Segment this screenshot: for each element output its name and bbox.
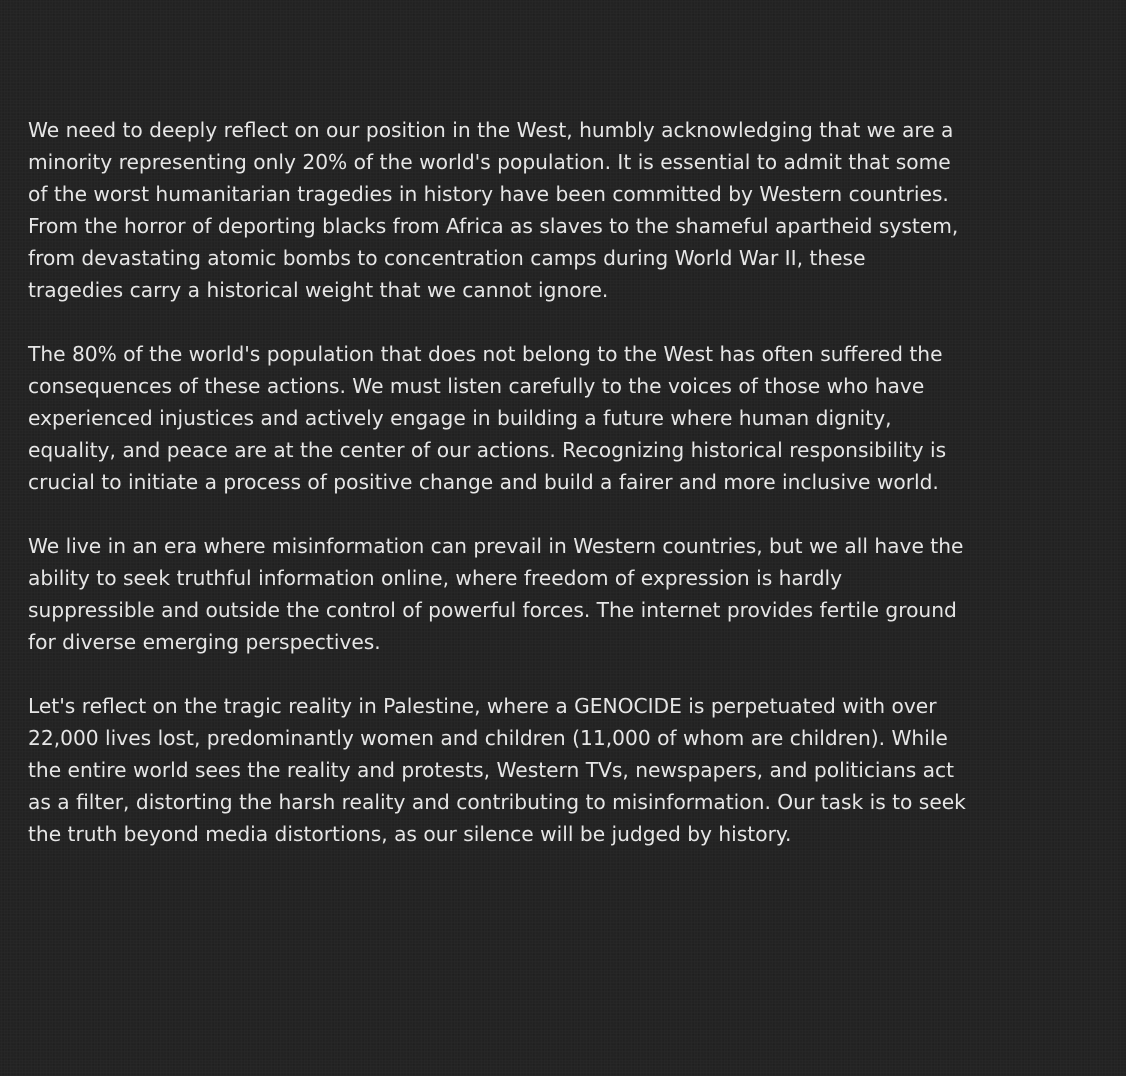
text-line: We live in an era where misinformation can prevail in Western countries, but we all have the: [28, 534, 964, 558]
paragraph-misinformation: [28, 530, 1108, 658]
text-line: as a filter, distorting the harsh reality and contributing to misinformation. Our task is to seek: [28, 790, 966, 814]
text-line: for diverse emerging perspectives.: [28, 630, 381, 654]
text-line: 22,000 lives lost, predominantly women and children (11,000 of whom are children). While: [28, 726, 948, 750]
text-line: of the worst humanitarian tragedies in history have been committed by Western countries.: [28, 182, 949, 206]
paragraph-west-position: [28, 114, 1108, 306]
paragraph-world-population: [28, 338, 1108, 498]
text-line: crucial to initiate a process of positive change and build a fairer and more inclusive world.: [28, 470, 939, 494]
text-line: from devastating atomic bombs to concentration camps during World War II, these: [28, 246, 866, 270]
text-line: equality, and peace are at the center of our actions. Recognizing historical responsibility is: [28, 438, 947, 462]
text-line: consequences of these actions. We must listen carefully to the voices of those who have: [28, 374, 925, 398]
text-line: From the horror of deporting blacks from Africa as slaves to the shameful apartheid system,: [28, 214, 959, 238]
text-line: minority representing only 20% of the world's population. It is essential to admit that some: [28, 150, 951, 174]
text-line: the entire world sees the reality and protests, Western TVs, newspapers, and politicians act: [28, 758, 955, 782]
text-line: The 80% of the world's population that does not belong to the West has often suffered the: [28, 342, 943, 366]
text-line: We need to deeply reflect on our position in the West, humbly acknowledging that we are a: [28, 118, 954, 142]
paragraph-palestine: [28, 690, 1108, 850]
text-line: Let's reflect on the tragic reality in Palestine, where a GENOCIDE is perpetuated with over: [28, 694, 937, 718]
text-line: tragedies carry a historical weight that we cannot ignore.: [28, 278, 609, 302]
text-line: the truth beyond media distortions, as our silence will be judged by history.: [28, 822, 792, 846]
text-line: experienced injustices and actively engage in building a future where human dignity,: [28, 406, 892, 430]
text-line: suppressible and outside the control of powerful forces. The internet provides fertile ground: [28, 598, 957, 622]
note-body: [28, 114, 1108, 882]
text-line: ability to seek truthful information online, where freedom of expression is hardly: [28, 566, 843, 590]
